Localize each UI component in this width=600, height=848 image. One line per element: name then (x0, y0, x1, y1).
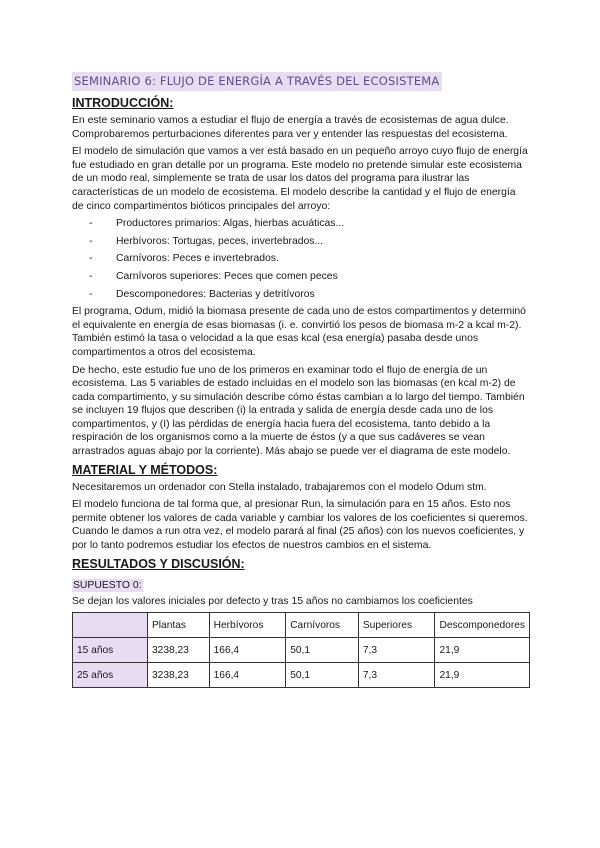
results-table (72, 612, 530, 688)
list-item: - Productores primarios: Algas, hierbas acuáticas... (89, 218, 345, 230)
methods-paragraph-1: Necesitaremos un ordenador con Stella instalado, trabajaremos con el modelo Odum stm. (72, 481, 487, 493)
table-header-cell: Superiores (358, 613, 435, 638)
table-cell: 166,4 (209, 638, 286, 663)
table-header-row (73, 613, 530, 638)
table-cell: 50,1 (286, 638, 359, 663)
results-paragraph-1: Se dejan los valores iniciales por defecto y tras 15 años no cambiamos los coeficientes (72, 595, 473, 607)
table-cell: 3238,23 (147, 638, 209, 663)
list-item: - Descomponedores: Bacterias y detritívoros (89, 288, 315, 300)
table-cell: 7,3 (358, 638, 435, 663)
table-cell: 21,9 (435, 663, 530, 688)
table-header-cell: Descomponedores (435, 613, 530, 638)
table-header-cell: Carnívoros (286, 613, 359, 638)
list-item: - Carnívoros: Peces e invertebrados. (89, 253, 279, 265)
intro-paragraph-4: De hecho, este estudio fue uno de los primeros en examinar todo el flujo de energía de un ecosistema. Las 5 variables de estado incluidas en el modelo son las biomasas (en kcal m-2) de cada compartimento, y su simulación describe cómo éstas cambian a lo largo del tiempo. También se incluyen 19 flujos que describen (i) la entrada y salida de energía desde cada uno de los compartimentos, y (I) las pérdidas de energía hacia fuera del ecosistema, tanto debido a la respiración de los organismos como a la muerte de éstos (y a que sus cadáveres se vean arrastrados aguas abajo por la corriente). Más abajo se puede ver el diagrama de este modelo. (72, 364, 525, 458)
table-header-cell: Herbívoros (209, 613, 286, 638)
table-cell: 166,4 (209, 663, 286, 688)
document-page (72, 72, 530, 688)
table-cell: 50,1 (286, 663, 359, 688)
table-cell: 15 años (73, 638, 148, 663)
intro-paragraph-2: El modelo de simulación que vamos a ver está basado en un pequeño arroyo cuyo flujo de energía fue estudiado en gran detalle por un programa. Este modelo no pretende simular este ecosistema de un modo real, simplemente se trata de usar los datos del programa para ilustrar las características de un modelo de ecosistema. El modelo describe la cantidad y el flujo de energía de cinco compartimentos bióticos principales del arroyo: (72, 146, 528, 212)
compartment-list (72, 217, 530, 301)
intro-paragraph-3: El programa, Odum, midió la biomasa presente de cada uno de estos compartimentos y determinó el equivalente en energía de esas biomasas (i. e. convirtió los pesos de biomasa m-2 a kcal m-2). También estimó la tasa o velocidad a la que esas kcal (esa energía) pasaba desde unos compartimentos a otros del ecosistema. (72, 306, 526, 358)
list-item: - Herbívoros: Tortugas, peces, invertebrados... (89, 235, 324, 247)
list-item-text: Productores primarios: Algas, hierbas acuáticas... (116, 218, 345, 230)
intro-heading: INTRODUCCIÓN: (72, 96, 174, 110)
case-label: SUPUESTO 0: (73, 579, 142, 591)
table-header-cell: Plantas (147, 613, 209, 638)
table-cell: 3238,23 (147, 663, 209, 688)
document-title: SEMINARIO 6: FLUJO DE ENERGÍA A TRAVÉS DEL ECOSISTEMA (72, 72, 442, 91)
list-item-text: Carnívoros superiores: Peces que comen peces (116, 270, 338, 282)
methods-heading: MATERIAL Y MÉTODOS: (72, 462, 218, 477)
methods-paragraph-2: El modelo funciona de tal forma que, al presionar Run, la simulación para en 15 años. Esto nos permite obtener los valores de cada variable y cambiar los valores de los coeficientes si queremos. Cuando le damos a run otra vez, el modelo parará al final (25 años) con los nuevos coeficientes, y por lo tanto podremos estudiar los efectos de nuestros cambios en el sistema. (72, 499, 528, 552)
list-item-text: Carnívoros: Peces e invertebrados. (116, 253, 279, 265)
intro-paragraph-1: En este seminario vamos a estudiar el flujo de energía a través de ecosistemas de agua dulce. Comprobaremos perturbaciones diferentes para ver y entender las respuestas del ecosistema. (72, 115, 509, 140)
list-item-text: Herbívoros: Tortugas, peces, invertebrados... (116, 235, 324, 247)
table-cell: 25 años (73, 663, 148, 688)
table-cell: 21,9 (435, 638, 530, 663)
table-cell: 7,3 (358, 663, 435, 688)
results-heading: RESULTADOS Y DISCUSIÓN: (72, 556, 245, 571)
table-header-cell (73, 613, 148, 638)
table-row (73, 638, 530, 663)
list-item: - Carnívoros superiores: Peces que comen peces (89, 270, 338, 282)
table-row (73, 663, 530, 688)
list-item-text: Descomponedores: Bacterias y detritívoros (116, 288, 315, 300)
